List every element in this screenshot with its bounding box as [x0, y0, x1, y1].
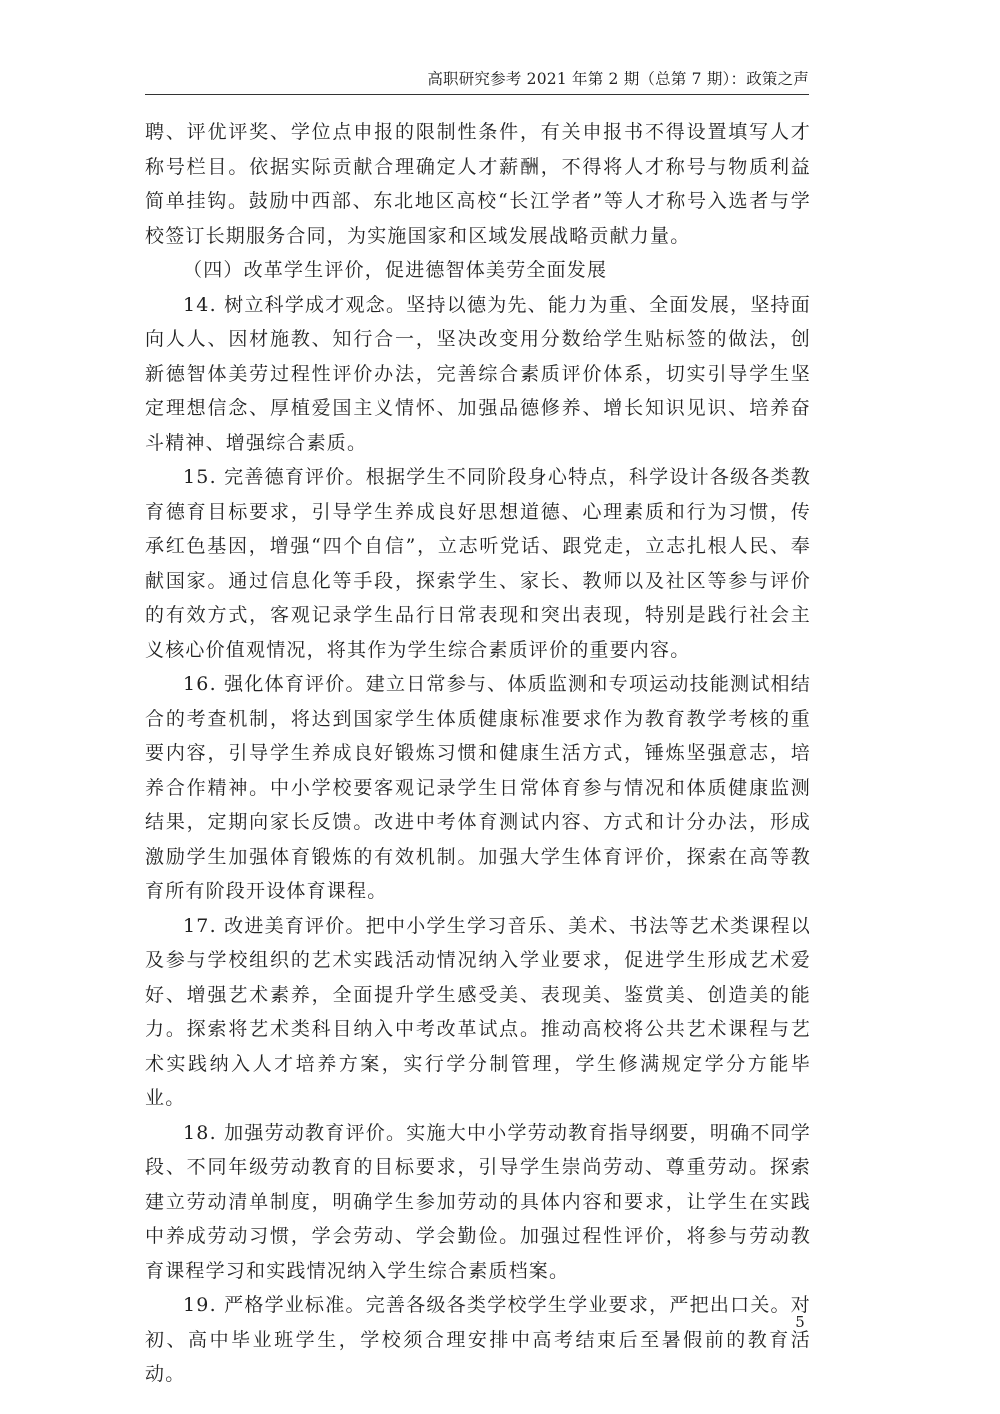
page-number: 5: [795, 1313, 805, 1331]
paragraph-item-15: 15. 完善德育评价。根据学生不同阶段身心特点，科学设计各级各类教育德育目标要求，引导学生养成良好思想道德、心理素质和行为习惯，传承红色基因，增强“四个自信”，立志听党话、跟党走，立志扎根人民、奉献国家。通过信息化等手段，探索学生、家长、教师以及社区等参与评价的有效方式，客观记录学生品行日常表现和突出表现，特别是践行社会主义核心价值观情况，将其作为学生综合素质评价的重要内容。: [145, 466, 811, 661]
paragraph-item-18: 18. 加强劳动教育评价。实施大中小学劳动教育指导纲要，明确不同学段、不同年级劳动教育的目标要求，引导学生崇尚劳动、尊重劳动。探索建立劳动清单制度，明确学生参加劳动的具体内容和要求，让学生在实践中养成劳动习惯，学会劳动、学会勤俭。加强过程性评价，将参与劳动教育课程学习和实践情况纳入学生综合素质档案。: [145, 1121, 811, 1282]
paragraph-item-17: 17. 改进美育评价。把中小学生学习音乐、美术、书法等艺术类课程以及参与学校组织的艺术实践活动情况纳入学业要求，促进学生形成艺术爱好、增强艺术素养，全面提升学生感受美、表现美、鉴赏美、创造美的能力。探索将艺术类科目纳入中考改革试点。推动高校将公共艺术课程与艺术实践纳入人才培养方案，实行学分制管理，学生修满规定学分方能毕业。: [145, 914, 811, 1109]
paragraph-item-14: 14. 树立科学成才观念。坚持以德为先、能力为重、全面发展，坚持面向人人、因材施教、知行合一，坚决改变用分数给学生贴标签的做法，创新德智体美劳过程性评价办法，完善综合素质评价体系，切实引导学生坚定理想信念、厚植爱国主义情怀、加强品德修养、增长知识见识、培养奋斗精神、增强综合素质。: [145, 293, 811, 454]
paragraph-talent-evaluation-continued: 聘、评优评奖、学位点申报的限制性条件，有关申报书不得设置填写人才称号栏目。依据实际贡献合理确定人才薪酬，不得将人才称号与物质利益简单挂钩。鼓励中西部、东北地区高校“长江学者”等人才称号入选者与学校签订长期服务合同，为实施国家和区域发展战略贡献力量。: [145, 121, 811, 247]
body-text: [145, 115, 811, 1392]
paragraph-item-19: 19. 严格学业标准。完善各级各类学校学生学业要求，严把出口关。对初、高中毕业班学生，学校须合理安排中高考结束后至暑假前的教育活动。: [145, 1294, 811, 1385]
running-header: 高职研究参考 2021 年第 2 期（总第 7 期）：政策之声: [145, 68, 809, 95]
paragraph-item-16: 16. 强化体育评价。建立日常参与、体质监测和专项运动技能测试相结合的考查机制，将达到国家学生体质健康标准要求作为教育教学考核的重要内容，引导学生养成良好锻炼习惯和健康生活方式，锤炼坚强意志，培养合作精神。中小学校要客观记录学生日常体育参与情况和体质健康监测结果，定期向家长反馈。改进中考体育测试内容、方式和计分办法，形成激励学生加强体育锻炼的有效机制。加强大学生体育评价，探索在高等教育所有阶段开设体育课程。: [145, 673, 811, 902]
section-heading-student-evaluation: （四）改革学生评价，促进德智体美劳全面发展: [183, 259, 608, 281]
